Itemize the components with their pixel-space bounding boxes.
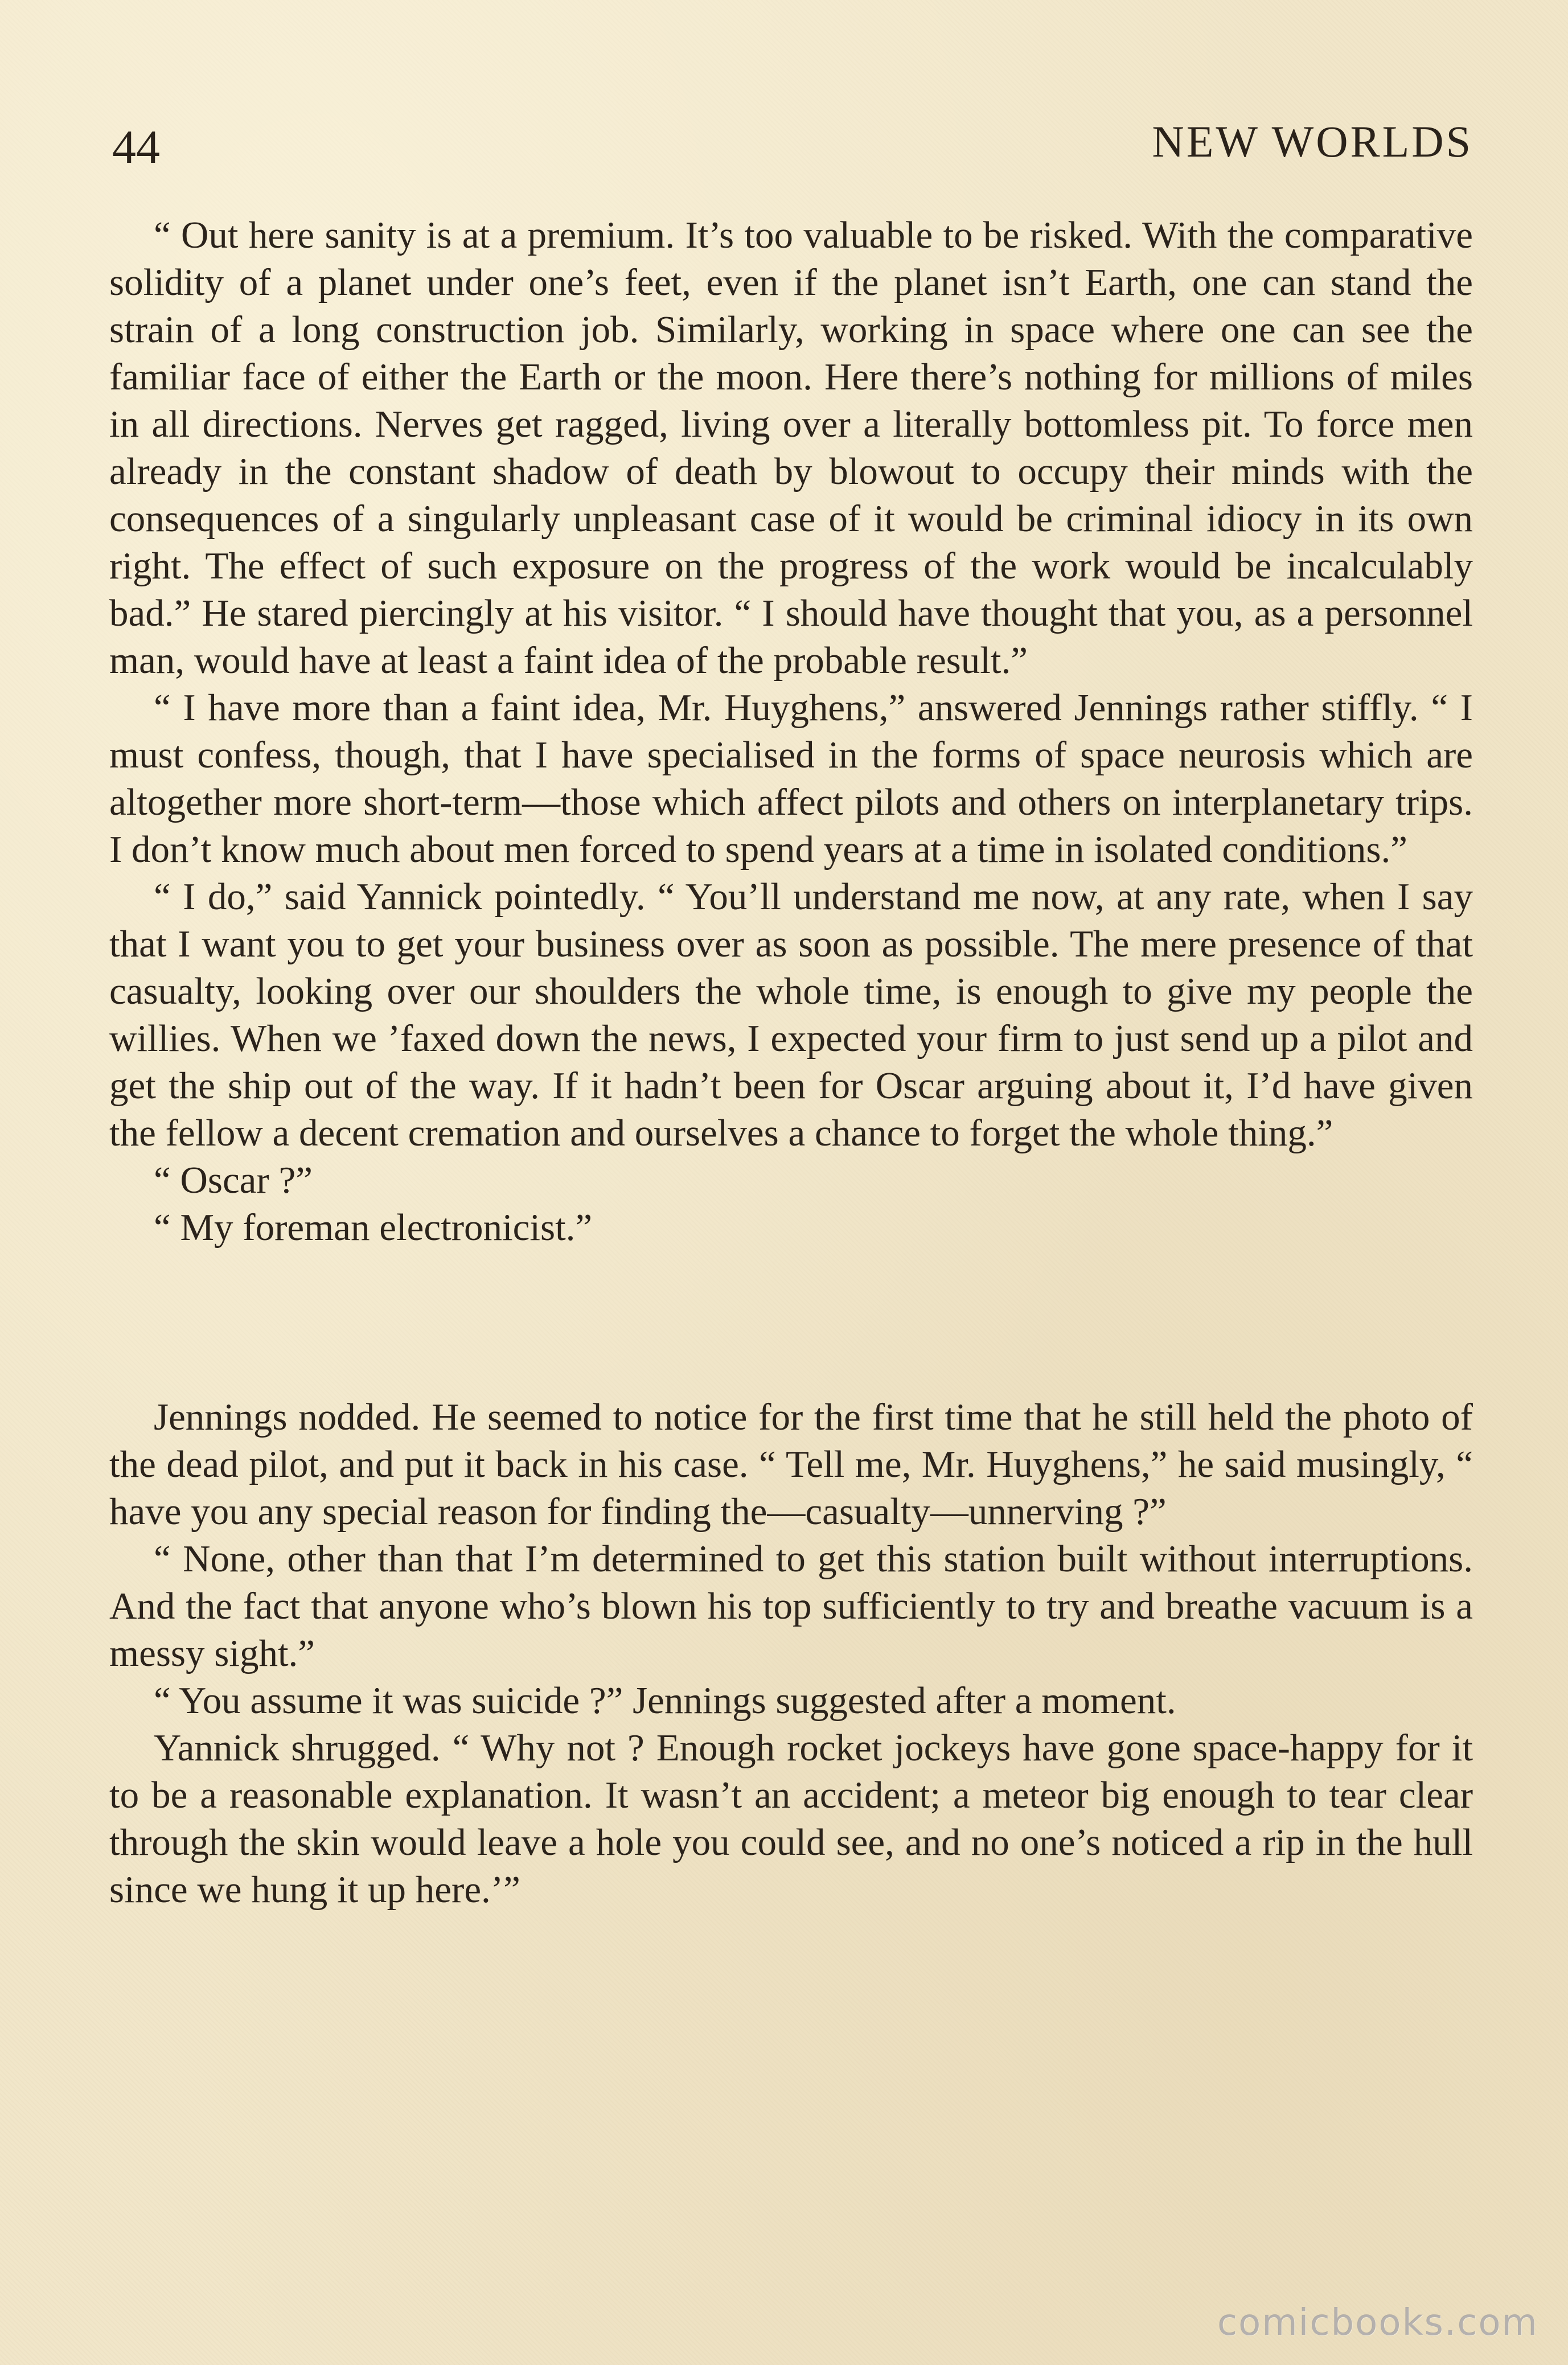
running-head: NEW WORLDS [1152, 117, 1473, 166]
paragraph: Yannick shrugged. “ Why not ? Enough rocket jockeys have gone space-happy for it to be a reasonable explanation. It wasn’t an accident; a meteor big enough to tear clear through the skin would leave a hole you could see, and no one’s noticed a rip in the hull since we hung it up here.’” [109, 1727, 1473, 1911]
page-number: 44 [112, 121, 160, 174]
paragraph: Jennings nodded. He seemed to notice for the first time that he still held the photo of the dead pilot, and put it back in his case. “ Tell me, Mr. Huyghens,” he said musingly, “ have you any special reason for finding the—casualty—unnerving ?” [109, 1396, 1473, 1533]
paragraph: “ None, other than that I’m determined to get this station built without interruptions. And the fact that anyone who’s blown his top sufficiently to try and breathe vacuum is a messy sight.” [109, 1538, 1473, 1674]
watermark: comicbooks.com [1217, 2302, 1538, 2344]
paragraph: “ I do,” said Yannick pointedly. “ You’ll understand me now, at any rate, when I say that I want you to get your business over as soon as possible. The mere presence of that casualty, looking over our shoulders the whole time, is enough to give my people the willies. When we ’faxed down the news, I expected your firm to just send up a pilot and get the ship out of the way. If it hadn’t been for Oscar arguing about it, I’d have given the fellow a decent cremation and ourselves a chance to forget the whole thing.” [109, 876, 1473, 1154]
section-break [109, 1251, 1473, 1394]
paragraph: “ Oscar ?” [154, 1159, 313, 1201]
body-text [109, 212, 1473, 1914]
paragraph: “ Out here sanity is at a premium. It’s too valuable to be risked. With the comparative solidity of a planet under one’s feet, even if the planet isn’t Earth, one can stand the strain of a long construction job. Similarly, working in space where one can see the familiar face of either the Earth or the moon. Here there’s nothing for millions of miles in all directions. Nerves get ragged, living over a literally bottomless pit. To force men already in the constant shadow of death by blowout to occupy their minds with the consequences of a singularly unpleasant case of it would be criminal idiocy in its own right. The effect of such exposure on the progress of the work would be incalculably bad.” He stared piercingly at his visitor. “ I should have thought that you, as a personnel man, would have at least a faint idea of the probable result.” [109, 214, 1473, 681]
paragraph: “ I have more than a faint idea, Mr. Huyghens,” answered Jennings rather stiffly. “ I must confess, though, that I have specialised in the forms of space neurosis which are altogether more short-term—those which affect pilots and others on interplanetary trips. I don’t know much about men forced to spend years at a time in isolated conditions.” [109, 687, 1473, 871]
paragraph: “ My foreman electronicist.” [154, 1206, 593, 1249]
page-header [112, 114, 1473, 176]
paragraph: “ You assume it was suicide ?” Jennings suggested after a moment. [154, 1680, 1176, 1722]
